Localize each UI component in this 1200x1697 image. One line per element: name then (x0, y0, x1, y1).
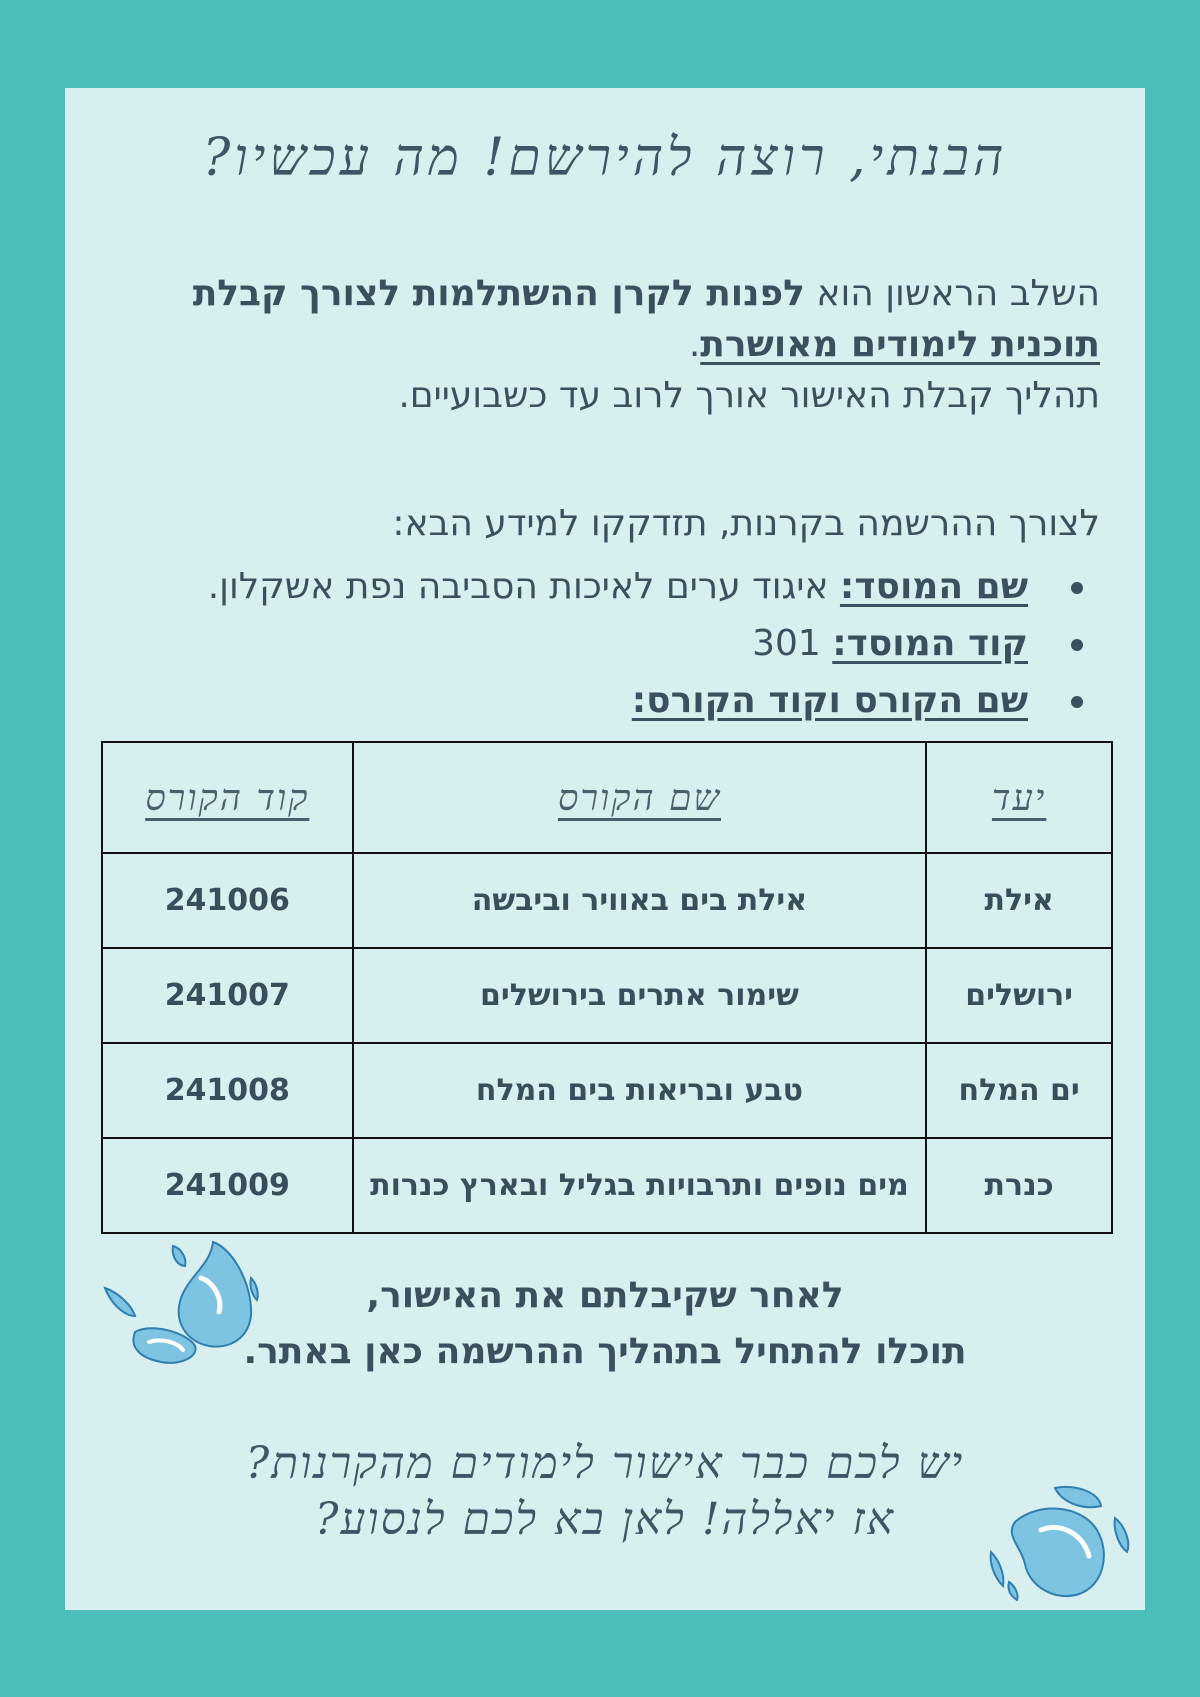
info-card (65, 88, 1145, 1610)
required-info-heading: לצורך ההרשמה בקרנות, תזדקקו למידע הבא: (392, 503, 1100, 544)
list-item (113, 558, 1100, 615)
table-row (102, 1138, 1112, 1233)
intro-text: השלב הראשון הוא (804, 273, 1100, 314)
header-destination: יעד (926, 742, 1112, 853)
table-row (102, 1043, 1112, 1138)
list-item (113, 672, 1100, 729)
cell-destination: ים המלח (926, 1043, 1112, 1138)
intro-paragraph (113, 268, 1100, 421)
cell-destination: ירושלים (926, 948, 1112, 1043)
bullet-label: שם המוסד: (839, 566, 1028, 607)
list-item (113, 615, 1100, 672)
bullet-label: שם הקורס וקוד הקורס: (631, 680, 1028, 721)
approved-program-text: תוכנית לימודים מאושרת (700, 324, 1100, 365)
cell-course-name: טבע ובריאות בים המלח (353, 1043, 927, 1138)
cell-course-code: 241008 (102, 1043, 353, 1138)
cell-course-name: שימור אתרים בירושלים (353, 948, 927, 1043)
header-course-code: קוד הקורס (102, 742, 353, 853)
table-row (102, 948, 1112, 1043)
cell-course-code: 241007 (102, 948, 353, 1043)
after-approval-text (65, 1268, 1145, 1380)
cell-destination: כנרת (926, 1138, 1112, 1233)
header-course-name: שם הקורס (353, 742, 927, 853)
bullet-value: 301 (752, 623, 833, 664)
cell-course-code: 241009 (102, 1138, 353, 1233)
table-row (102, 853, 1112, 948)
intro-bold: לפנות לקרן ההשתלמות לצורך קבלת (192, 273, 805, 314)
closing-text (65, 1436, 1145, 1548)
required-info-list (113, 558, 1100, 729)
after-approval-line1: לאחר שקיבלתם את האישור, (366, 1275, 844, 1316)
bullet-value: איגוד ערים לאיכות הסביבה נפת אשקלון. (207, 566, 840, 607)
intro-period: . (688, 324, 701, 365)
cell-destination: אילת (926, 853, 1112, 948)
cell-course-name: אילת בים באוויר וביבשה (353, 853, 927, 948)
closing-line2: אז יאללה! לאן בא לכם לנסוע? (314, 1494, 896, 1545)
cell-course-code: 241006 (102, 853, 353, 948)
bullet-label: קוד המוסד: (832, 623, 1028, 664)
page-title: הבנתי, רוצה להירשם! מה עכשיו? (202, 128, 1008, 188)
cell-course-name: מים נופים ותרבויות בגליל ובארץ כנרות (353, 1138, 927, 1233)
after-approval-line2: תוכלו להתחיל בתהליך ההרשמה כאן באתר. (243, 1331, 967, 1372)
water-splash-icon (985, 1482, 1135, 1606)
closing-line1: יש לכם כבר אישור לימודים מהקרנות? (245, 1438, 965, 1489)
approval-time-text: תהליך קבלת האישור אורך לרוב עד כשבועיים. (398, 375, 1100, 416)
courses-table (101, 741, 1113, 1234)
table-header-row (102, 742, 1112, 853)
